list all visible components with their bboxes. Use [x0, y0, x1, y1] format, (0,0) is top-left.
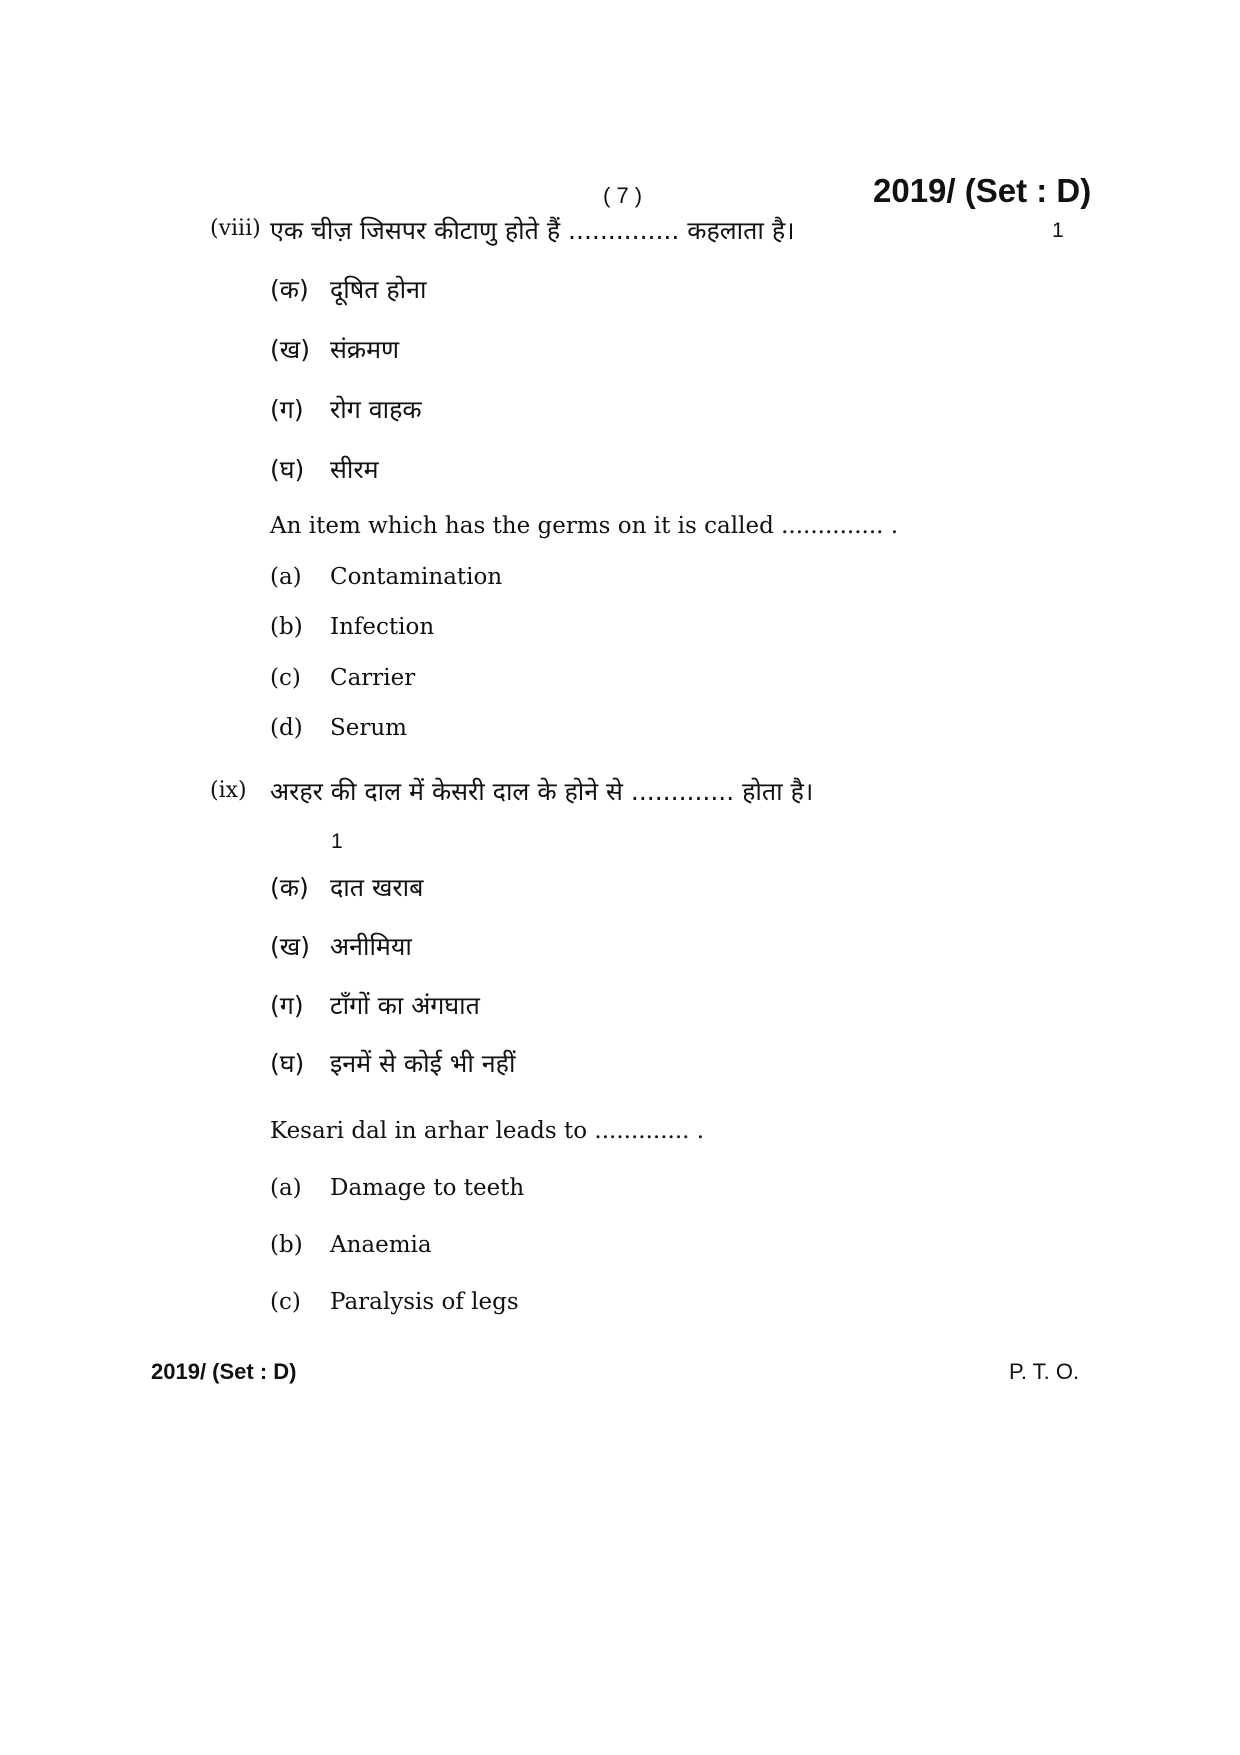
question-number-viii: (viii) — [210, 216, 261, 241]
option-label: (क) — [270, 873, 309, 902]
footer-set-label: 2019/ (Set : D) — [151, 1359, 297, 1384]
header-set-label: 2019/ (Set : D) — [873, 172, 1092, 209]
option-text: सीरम — [330, 455, 379, 484]
option-text: टाँगों का अंगघात — [330, 991, 480, 1020]
option-text: Carrier — [330, 665, 416, 691]
option-text: अनीमिया — [330, 932, 412, 961]
question-viii-marks: 1 — [1052, 219, 1064, 242]
option-label: (b) — [270, 614, 303, 640]
option-text: रोग वाहक — [330, 395, 422, 424]
option-label: (घ) — [270, 1049, 305, 1078]
option-text: Paralysis of legs — [330, 1289, 519, 1315]
option-label: (a) — [270, 1175, 302, 1201]
option-text: दात खराब — [330, 873, 424, 902]
option-text: Serum — [330, 715, 407, 741]
option-label: (a) — [270, 564, 302, 590]
question-number-ix: (ix) — [210, 778, 247, 803]
option-text: Infection — [330, 614, 435, 640]
option-label: (c) — [270, 665, 301, 691]
option-label: (c) — [270, 1289, 301, 1315]
pto-label: P. T. O. — [1009, 1359, 1080, 1384]
option-label: (ख) — [270, 932, 310, 961]
option-label: (ख) — [270, 335, 310, 364]
option-label: (b) — [270, 1232, 303, 1258]
question-viii-text-english: An item which has the germs on it is called .............. . — [270, 513, 899, 539]
option-label: (ग) — [270, 395, 304, 424]
question-ix-text-english: Kesari dal in arhar leads to ............. . — [270, 1118, 705, 1144]
option-text: इनमें से कोई भी नहीं — [330, 1049, 516, 1078]
question-ix-text-hindi: अरहर की दाल में केसरी दाल के होने से ............. होता है। — [270, 777, 814, 806]
question-viii-text-hindi: एक चीज़ जिसपर कीटाणु होते हैं .............. कहलाता है। — [270, 216, 795, 245]
option-label: (ग) — [270, 991, 304, 1020]
option-text: Contamination — [330, 564, 503, 590]
page-number: ( 7 ) — [603, 183, 643, 208]
option-text: दूषित होना — [330, 275, 427, 304]
option-label: (क) — [270, 275, 309, 304]
option-text: Damage to teeth — [330, 1175, 525, 1201]
option-text: Anaemia — [330, 1232, 432, 1258]
option-label: (घ) — [270, 455, 305, 484]
question-ix-marks: 1 — [331, 830, 343, 853]
option-text: संक्रमण — [330, 335, 400, 364]
option-label: (d) — [270, 715, 303, 741]
